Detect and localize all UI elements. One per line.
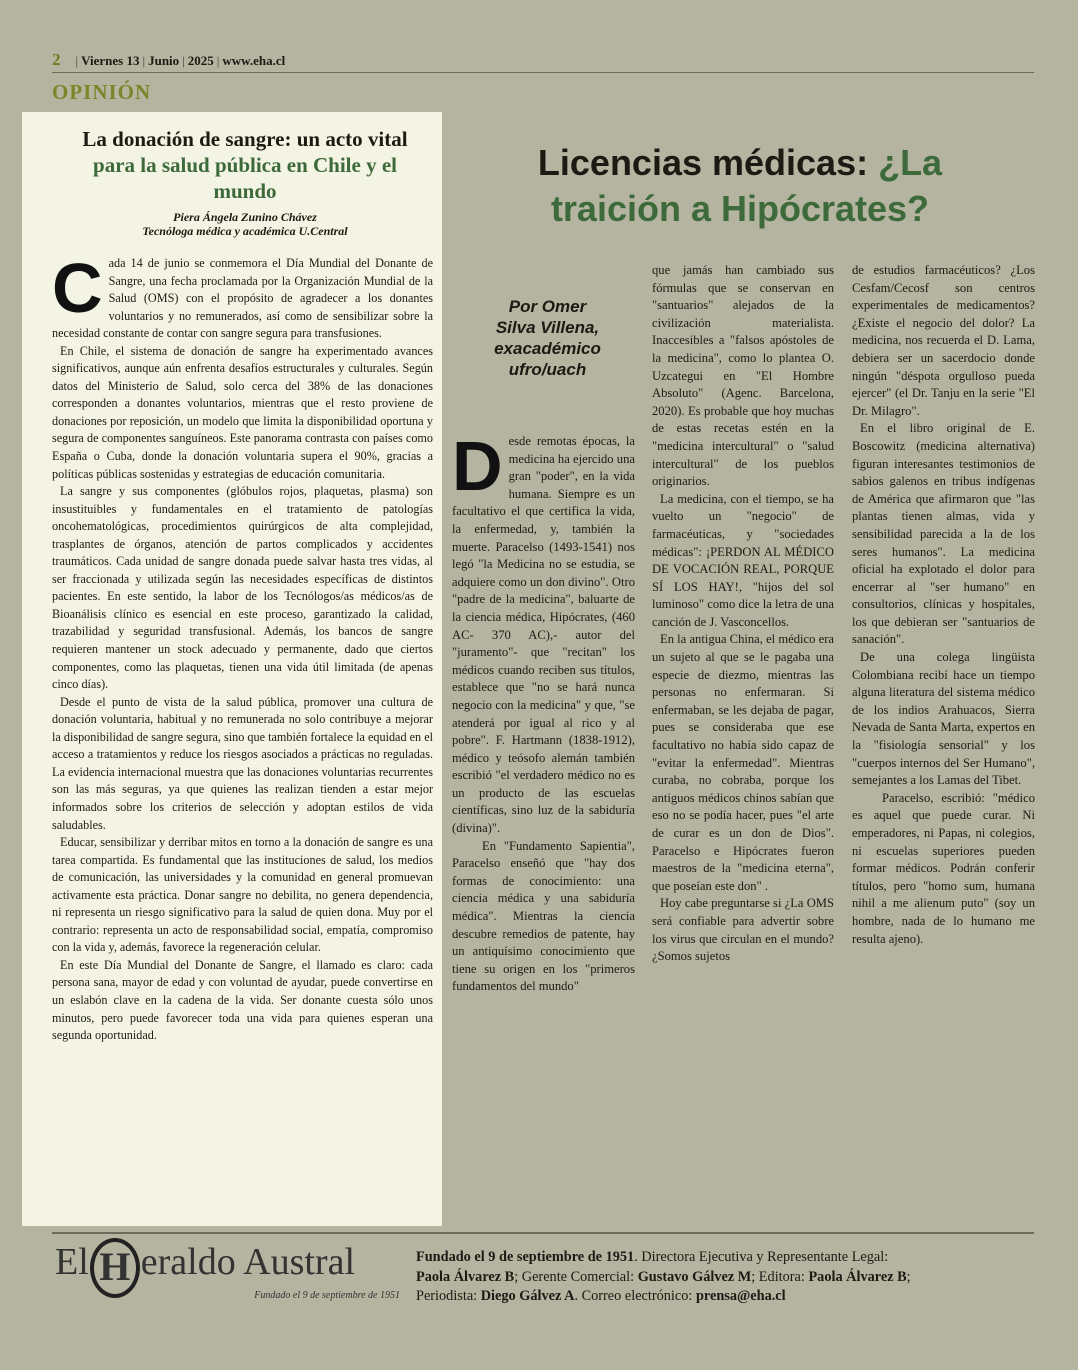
main-article-title: Licencias médicas: ¿La traición a Hipócrates? xyxy=(537,142,943,229)
author-name: Piera Ángela Zunino Chávez xyxy=(173,210,317,224)
paragraph: En el libro original de E. Boscowitz (medicina alternativa) figuran interesantes testimonios de sabios galenos en tribus indígenas de América que afirmaron que "las plantas tienen almas, vida y sensibilidad parecida a la de los seres humanos". La medicina oficial ha explotado el dolor para encerrar al "ser humano" en consultorios, clínicas y hospitales, los que debieran ser "santuarios de sanación". xyxy=(852,421,1035,647)
paragraph: La medicina, con el tiempo, se ha vuelto un "negocio" de farmacéuticas, y "sociedades médicas": ¡PERDON AL MÉDICO DE VOCACIÓN REAL, PORQUE SÍ LOS HAY!, "hijos del sol luminoso" como dice la letra de una canción de J. Vasconcellos. xyxy=(652,491,834,629)
section-label: OPINIÓN xyxy=(52,80,152,104)
page-header: 2 | Viernes 13 | Junio | 2025 | www.eha.cl xyxy=(52,50,286,69)
paragraph: Desde el punto de vista de la salud pública, promover una cultura de donación voluntaria, habitual y no remunerada no solo contribuye a mejorar la disponibilidad de sangre segura, sino que también fortalece la equidad en el acceso a tratamientos y reduce los riesgos asociados a prácticas no reguladas. La evidencia internacional muestra que las donaciones voluntarias recurrentes son las más seguras, ya que quienes las realizan tienden a estar mejor informados sobre los criterios de selección y adoptan estilos de vida saludables. xyxy=(52,694,433,832)
sidebar-article-body xyxy=(52,249,433,1045)
paragraph: Desde remotas épocas, la medicina ha ejercido una gran "poder", en la vida humana. Siempre es un facultativo el que certifica la vida, la enfermedad, y, también la muerte. Paracelso (1493-1541) nos legó "la Medicina no se estudia, se adquiere como un don divino". Otro "padre de la medicina", baluarte de la ciencia médica, Hipócrates, (460 AC- 370 AC),- autor del "juramento"- que "recitan" los médicos cuando reciben sus títulos, establece que "no se hará nunca negocio con la medicina" y que, "se atenderá por igual al rico y al pobre". F. Hartmann (1838-1912), médico y teósofo alemán también escribió "el verdadero médico no es un producto de las escuelas científicas, sino luz de la sabiduría (divina)". xyxy=(452,427,635,836)
paragraph: La sangre y sus componentes (glóbulos rojos, plaquetas, plasma) son insustituibles y fundamentales en el tratamiento de patologías oncohematológicas, procedimientos quirúrgicos de alta complejidad, trasplantes de órganos, atención de partos complicados y accidentes traumáticos. Cada unidad de sangre donada puede salvar hasta tres vidas, al ser fraccionada y utilizada según las necesidades específicas de distintos pacientes. En este sentido, la labor de los Tecnólogos/as médicos/as de Bioanálisis clínico es esencial en este proceso, garantizado la calidad, trazabilidad y seguridad transfusional. Además, los bancos de sangre requieren mantener un stock adecuado y permanente, dado que ciertos componentes, como las plaquetas, tienen una vida útil limitada (de apenas cinco días). xyxy=(52,484,433,692)
article-column-2 xyxy=(652,262,834,966)
footer-credits: Fundado el 9 de septiembre de 1951. Directora Ejecutiva y Representante Legal: Paola Álvarez B; Gerente Comercial: Gustavo Gálvez M; Editora: Paola Álvarez B; Periodista: Diego Gálvez A. Correo electrónico: prensa@eha.cl xyxy=(416,1249,911,1304)
header-year: 2025 xyxy=(187,53,214,68)
author-role: Tecnóloga médica y académica U.Central xyxy=(142,224,348,238)
page-number: 2 xyxy=(52,50,61,69)
paragraph: En Chile, el sistema de donación de sangre ha experimentado avances significativos, aunque aún enfrenta desafíos estructurales y culturales. Según datos del Ministerio de Salud, solo cerca del 38% de las donaciones corresponden a donantes voluntarios, mientras que el resto proviene de donaciones por reposición, un modelo que limita la disponibilidad oportuna y segura de componentes sanguíneos. Este panorama contrasta con países como España o Cuba, donde la donación voluntaria supera el 90%, gracias a políticas públicas sostenidas y estrategias de educación comunitaria. xyxy=(52,343,433,481)
sidebar-article-author xyxy=(50,210,440,238)
main-article-byline: Por Omer Silva Villena, exacadémico ufro/uach xyxy=(494,297,601,379)
paragraph: De una colega lingüista Colombiana recibí hace un tiempo alguna literatura del sistema médico de los indios Arahuacos, Sierra Nevada de Santa Marta, expertos en la "fisiología sensorial" y los "cuerpos internos del Ser Humano", semejantes a los Lamas del Tibet. xyxy=(852,650,1035,788)
newspaper-logo[interactable]: El H eraldo Austral Fundado el 9 de septiembre de 1951 xyxy=(55,1238,400,1308)
logo-tagline: Fundado el 9 de septiembre de 1951 xyxy=(254,1290,400,1301)
article-column-1 xyxy=(452,427,635,996)
footer-divider xyxy=(52,1232,1034,1234)
header-day: Viernes 13 xyxy=(81,53,140,68)
paragraph: de estudios farmacéuticos? ¿Los Cesfam/Cecosf son centros experimentales de medicamentos? ¿Existe el negocio del dolor? La medicina, nos recuerda el D. Lama, debiera ser un sacerdocio donde ningún "déspota orgulloso pueda ejercer" (el Dr. Tanju en la serie "El Dr. Milagro". xyxy=(852,263,1035,418)
header-month: Junio xyxy=(148,53,180,68)
drop-cap: D xyxy=(452,427,503,505)
header-site[interactable]: www.eha.cl xyxy=(222,53,286,68)
drop-cap: C xyxy=(52,249,103,327)
header-divider xyxy=(52,72,1034,73)
paragraph: Educar, sensibilizar y derribar mitos en torno a la donación de sangre es una tarea compartida. Es fundamental que las instituciones de salud, los medios de comunicación, las universidades y la comunidad en general promuevan activamente esta práctica. Donar sangre no debilita, no genera dependencia, ni representa un riesgo significativo para la salud de quien dona. Muy por el contrario: representa un acto de responsabilidad social, empatía, compromiso con la vida y, además, favorece la regeneración celular. xyxy=(52,835,433,955)
logo-h-emblem: H xyxy=(90,1238,140,1298)
paragraph: En la antigua China, el médico era un sujeto al que se le pagaba una especie de diezmo, mientras las personas no enfermaran. Si enfermaban, se les dejaba de pagar, pues se consideraba que ese facultativo no había sido capaz de "evitar la enfermedad". Mientras curaba, no cobraba, porque los antiguos médicos chinos sabían que eso no se podía hacer, pues "el arte de curar es un don de Dios". Paracelso e Hipócrates fueron maestros de la "medicina eterna", que poseían este don" . xyxy=(652,632,834,893)
sidebar-article-title: La donación de sangre: un acto vital para la salud pública en Chile y el mundo xyxy=(82,127,408,203)
paragraph: Hoy cabe preguntarse si ¿La OMS será confiable para advertir sobre los virus que circulan en el mundo? ¿Somos sujetos xyxy=(652,896,834,964)
paragraph: Cada 14 de junio se conmemora el Día Mundial del Donante de Sangre, una fecha proclamada por la Organización Mundial de la Salud (OMS) con el propósito de agradecer a los donantes voluntarios y no remunerados, así como de sensibilizar sobre la necesidad constante de contar con sangre segura para transfusiones. xyxy=(52,249,433,341)
paragraph: que jamás han cambiado sus fórmulas que se conservan en "santuarios" alejados de la civilización materialista. Inaccesibles a "falsos apóstoles de la medicina", como lo plantea O. Uzcategui en "El Hombre Absoluto" (Agenc. Barcelona, 2020). Es probable que hoy muchas de estas recetas estén en la "medicina intercultural" o "salud intercultural" de los pueblos originarios. xyxy=(652,263,834,489)
paragraph: En este Día Mundial del Donante de Sangre, el llamado es claro: cada persona sana, mayor de edad y con voluntad de ayudar, puede convertirse en un eslabón clave en la cadena de la vida. Ser donante cuesta sólo unos minutos, pero puede favorecer toda una vida para quienes esperan una segunda oportunidad. xyxy=(52,957,433,1043)
paragraph: En "Fundamento Sapientia", Paracelso enseñó que "hay dos formas de conocimiento: una ciencia médica y una sabiduría médica". Mientras la ciencia descubre remedios de patente, hay un antiquísimo conocimiento que tiene su origen en los "primeros fundamentos del mundo" xyxy=(452,838,635,994)
paragraph: Paracelso, escribió: "médico es aquel que puede curar. Ni emperadores, ni Papas, ni colegios, ni escuelas superiores pueden formar médicos. Podrán conferir títulos, pero "homo sum, humana nihil a me alienum puto" (soy un hombre, nada de lo humano me resulta ajeno). xyxy=(852,790,1035,946)
email-link[interactable]: prensa@eha.cl xyxy=(695,1288,786,1304)
article-column-3 xyxy=(852,262,1035,948)
